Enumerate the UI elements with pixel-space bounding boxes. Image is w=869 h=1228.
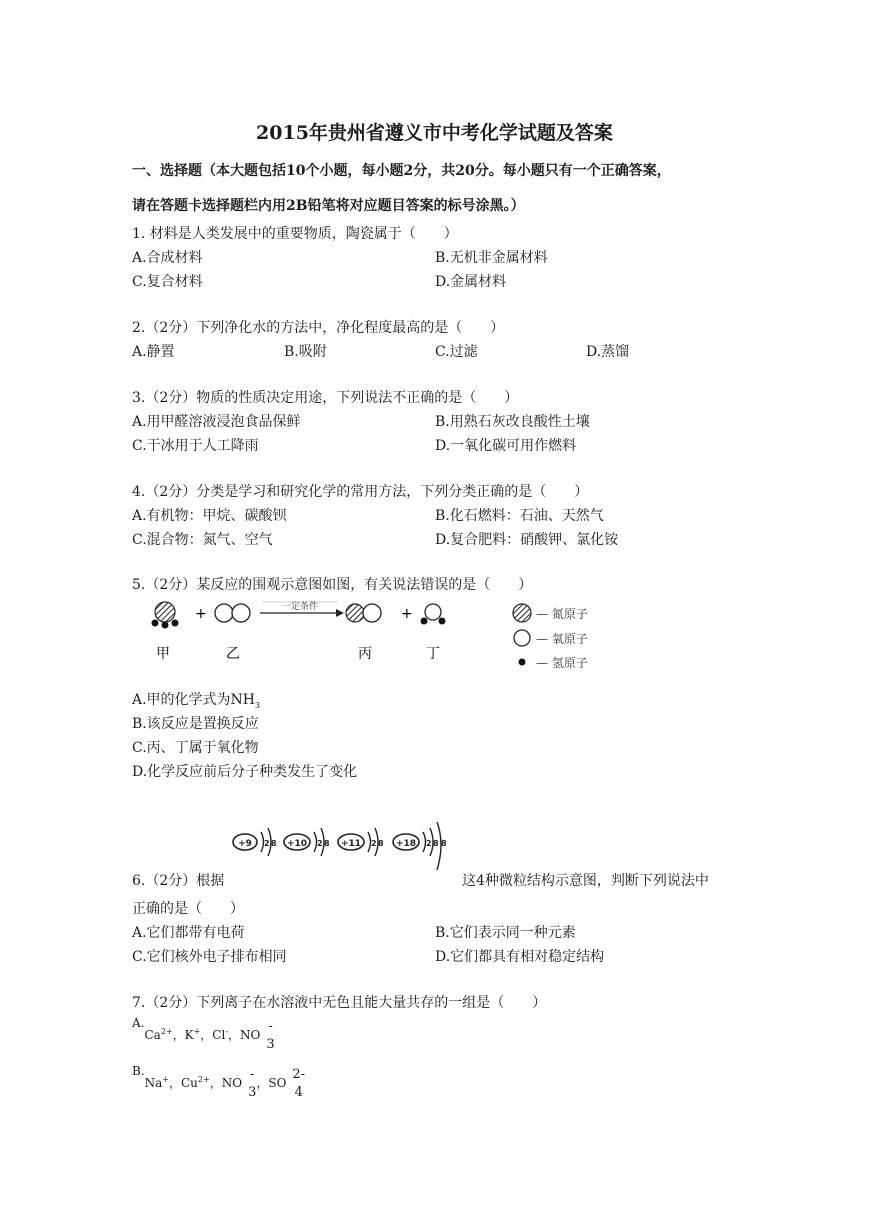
q1-option-b: B.无机非金属材料 — [435, 250, 548, 266]
molecule-bing-icon — [346, 604, 381, 622]
q6-stem-pre: 6.（2分）根据 — [132, 873, 225, 889]
legend-hydrogen-icon — [519, 659, 526, 666]
q6-atomic-structure-diagram — [228, 818, 466, 880]
q4-option-a: A.有机物：甲烷、碳酸钡 — [132, 508, 287, 524]
q6-option-b: B.它们表示同一种元素 — [435, 925, 576, 941]
legend-hydrogen: — 氢原子 — [536, 656, 588, 670]
q6-option-c: C.它们核外电子排布相同 — [132, 949, 287, 965]
q1-option-d: D.金属材料 — [435, 274, 507, 290]
q5-option-a: A.甲的化学式为$NH_3$ — [132, 692, 261, 710]
q7-option-a: $A.Ca^{2+}$，K+，Cl-，NO - 3 — [132, 1016, 275, 1052]
label-ding: 丁 — [426, 646, 440, 662]
q7-option-b: B.Na+，$Cu^{2+}$，NO - 3 ，SO 2- 4 — [132, 1064, 306, 1100]
molecule-jia-icon — [152, 602, 179, 629]
q1-option-c: C.复合材料 — [132, 274, 203, 290]
page-title: 2015年贵州省遵义市中考化学试题及答案 — [256, 122, 613, 144]
legend-oxygen-icon — [514, 630, 530, 646]
plus-2: + — [401, 606, 413, 622]
q7-stem: 7.（2分）下列离子在水溶液中无色且能大量共存的一组是（ ） — [132, 995, 547, 1011]
q1-stem: 1. 材料是人类发展中的重要物质，陶瓷属于（ ） — [132, 226, 458, 242]
q5-reaction-diagram — [140, 596, 650, 670]
q5-stem: 5.（2分）某反应的围观示意图如图，有关说法错误的是（ ） — [132, 577, 533, 593]
legend-nitrogen-icon — [513, 604, 531, 622]
atom-4-shell-3: 8 — [441, 839, 447, 848]
q6-stem-cont: 正确的是（ ） — [132, 901, 244, 917]
q5-option-b: B.该反应是置换反应 — [132, 716, 259, 732]
q2-option-a: A.静置 — [132, 344, 175, 360]
atom-2-nucleus: +10 — [286, 839, 308, 849]
label-yi: 乙 — [226, 646, 240, 662]
atom-1-shell-1: 2 — [264, 839, 270, 848]
q2-stem: 2.（2分）下列净化水的方法中，净化程度最高的是（ ） — [132, 320, 505, 336]
label-bing: 丙 — [358, 646, 372, 662]
atom-4-shell-1: 2 — [426, 839, 432, 848]
q1-option-a: A.合成材料 — [132, 250, 203, 266]
q6-option-a: A.它们都带有电荷 — [132, 925, 245, 941]
legend-nitrogen: — 氮原子 — [536, 607, 588, 621]
section-heading-line2: 请在答题卡选择题栏内用2B铅笔将对应题目答案的标号涂黑。） — [132, 198, 525, 214]
q4-option-b: B.化石燃料：石油、天然气 — [435, 508, 604, 524]
q3-option-b: B.用熟石灰改良酸性土壤 — [435, 414, 590, 430]
plus-1: + — [195, 606, 207, 622]
reaction-condition: 一定条件 — [281, 602, 319, 612]
q5-option-c: C.丙、丁属于氧化物 — [132, 740, 259, 756]
section-heading-line1: 一、选择题（本大题包括10个小题，每小题2分，共20分。每小题只有一个正确答案， — [132, 163, 671, 179]
atom-4-shell-2: 8 — [433, 839, 439, 848]
atom-1-shell-2: 8 — [271, 839, 277, 848]
atom-1-nucleus: +9 — [238, 839, 252, 849]
atom-4-nucleus: +18 — [395, 839, 417, 849]
atom-3-nucleus: +11 — [340, 839, 362, 849]
q6-stem-post: 这4种微粒结构示意图，判断下列说法中 — [462, 873, 709, 889]
q3-option-c: C.干冰用于人工降雨 — [132, 438, 259, 454]
molecule-yi-icon — [215, 604, 250, 622]
q4-option-c: C.混合物：氮气、空气 — [132, 532, 273, 548]
q4-option-d: D.复合肥料：硝酸钾、氯化铵 — [435, 532, 619, 548]
q2-option-d: D.蒸馏 — [586, 344, 630, 360]
q6-option-d: D.它们都具有相对稳定结构 — [435, 949, 605, 965]
atom-2-shell-1: 2 — [317, 839, 323, 848]
legend-oxygen: — 氧原子 — [536, 632, 588, 646]
atom-3-shell-1: 2 — [371, 839, 377, 848]
atom-3-shell-2: 8 — [378, 839, 384, 848]
q3-stem: 3.（2分）物质的性质决定用途，下列说法不正确的是（ ） — [132, 390, 519, 406]
q5-option-d: D.化学反应前后分子种类发生了变化 — [132, 764, 358, 780]
q3-option-a: A.用甲醛溶液浸泡食品保鲜 — [132, 414, 301, 430]
molecule-ding-icon — [421, 604, 446, 625]
q4-stem: 4.（2分）分类是学习和研究化学的常用方法，下列分类正确的是（ ） — [132, 484, 589, 500]
atom-2-shell-2: 8 — [324, 839, 330, 848]
q2-option-c: C.过滤 — [435, 344, 478, 360]
label-jia: 甲 — [156, 646, 170, 662]
q3-option-d: D.一氧化碳可用作燃料 — [435, 438, 577, 454]
q2-option-b: B.吸附 — [284, 344, 327, 360]
